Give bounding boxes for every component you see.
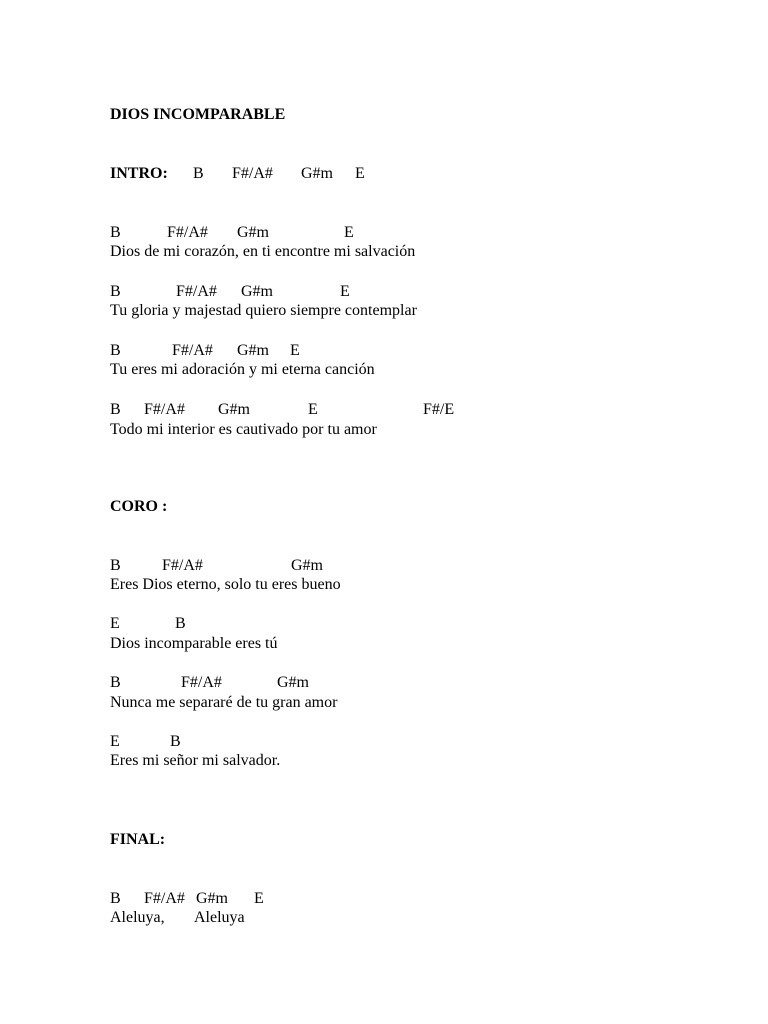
final-chord: B (110, 890, 121, 907)
coro-chord: F#/A# (181, 674, 222, 691)
intro-chord: F#/A# (232, 165, 273, 182)
coro-label: CORO : (110, 498, 168, 515)
verse-chord: E (340, 283, 350, 300)
verse-chord: B (110, 342, 121, 359)
coro-chord: F#/A# (162, 557, 203, 574)
intro-chord: G#m (301, 165, 333, 182)
verse-chord: E (344, 224, 354, 241)
coro-chord: E (110, 733, 120, 750)
intro-chord: B (193, 165, 204, 182)
final-chord: G#m (196, 890, 228, 907)
verse-lyric: Dios de mi corazón, en ti encontre mi salvación (110, 243, 416, 260)
verse-chord: F#/A# (172, 342, 213, 359)
coro-chord: G#m (291, 557, 323, 574)
verse-lyric: Tu gloria y majestad quiero siempre contemplar (110, 302, 417, 319)
coro-chord: B (110, 557, 121, 574)
coro-lyric: Eres mi señor mi salvador. (110, 752, 281, 769)
final-chord: F#/A# (144, 890, 185, 907)
verse-chord: G#m (237, 224, 269, 241)
verse-chord: G#m (218, 401, 250, 418)
final-lyric-word: Aleluya, (110, 909, 165, 926)
final-label: FINAL: (110, 831, 166, 848)
verse-lyric: Tu eres mi adoración y mi eterna canción (110, 361, 375, 378)
final-lyric-word: Aleluya (194, 909, 245, 926)
coro-lyric: Nunca me separaré de tu gran amor (110, 694, 338, 711)
coro-chord: G#m (277, 674, 309, 691)
verse-chord: G#m (241, 283, 273, 300)
verse-chord: B (110, 224, 121, 241)
verse-chord: G#m (237, 342, 269, 359)
verse-chord: B (110, 283, 121, 300)
verse-chord: F#/E (423, 401, 455, 418)
verse-chord: B (110, 401, 121, 418)
coro-chord: B (175, 615, 186, 632)
intro-chord: E (355, 165, 365, 182)
song-title: DIOS INCOMPARABLE (110, 106, 286, 123)
coro-chord: B (170, 733, 181, 750)
verse-chord: F#/A# (144, 401, 185, 418)
coro-chord: B (110, 674, 121, 691)
verse-lyric: Todo mi interior es cautivado por tu amor (110, 421, 377, 438)
intro-label: INTRO: (110, 165, 168, 182)
final-chord: E (254, 890, 264, 907)
verse-chord: E (290, 342, 300, 359)
coro-chord: E (110, 615, 120, 632)
verse-chord: F#/A# (167, 224, 208, 241)
coro-lyric: Dios incomparable eres tú (110, 635, 278, 652)
verse-chord: E (308, 401, 318, 418)
verse-chord: F#/A# (176, 283, 217, 300)
coro-lyric: Eres Dios eterno, solo tu eres bueno (110, 576, 341, 593)
